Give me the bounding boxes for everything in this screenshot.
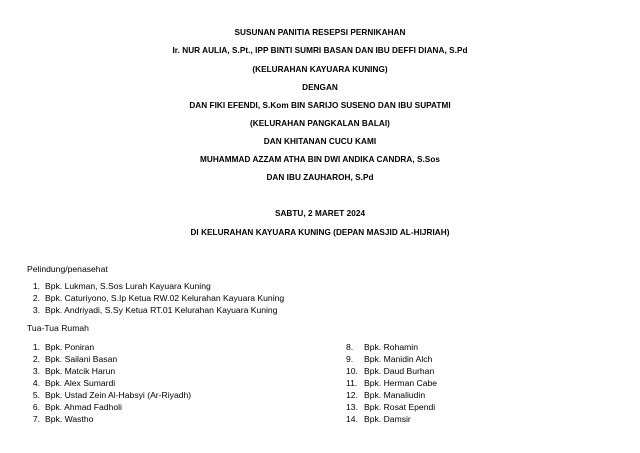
list-text: Bpk. Ustad Zein Al-Habsyi (Ar-Riyadh) — [45, 390, 192, 400]
list-number: 12. — [346, 390, 358, 400]
list-text: Bpk. Matcik Harun — [45, 366, 116, 376]
list-item — [26, 304, 278, 316]
list-item — [26, 292, 284, 304]
groom-kelurahan: (KELURAHAN PANGKALAN BALAI) — [250, 119, 390, 128]
khitanan-line: DAN KHITANAN CUCU KAMI — [263, 137, 377, 146]
list-number: 2. — [32, 293, 40, 303]
bride-line: Ir. NUR AULIA, S.Pt., IPP BINTI SUMRI BASAN DAN IBU DEFFI DIANA, S.Pd — [172, 46, 468, 55]
list-item — [346, 413, 411, 425]
list-item — [346, 353, 432, 365]
groom-line: DAN FIKI EFENDI, S.Kom BIN SARIJO SUSENO DAN IBU SUPATMI — [189, 101, 451, 110]
list-number: 9. — [346, 354, 354, 364]
list-number: 5. — [32, 390, 40, 400]
event-location: DI KELURAHAN KAYUARA KUNING (DEPAN MASJID AL-HIJRIAH) — [190, 228, 450, 237]
tuatua-label: Tua-Tua Rumah — [27, 323, 89, 333]
list-number: 1. — [32, 281, 40, 291]
list-item — [346, 401, 435, 413]
list-text: Bpk. Caturiyono, S.Ip Ketua RW.02 Kelurahan Kayuara Kuning — [45, 293, 285, 303]
list-number: 3. — [32, 366, 40, 376]
list-item — [26, 389, 191, 401]
event-date: SABTU, 2 MARET 2024 — [274, 209, 366, 218]
list-number: 14. — [346, 414, 358, 424]
list-text: Bpk. Ahmad Fadholi — [45, 402, 122, 412]
grandchild-line: MUHAMMAD AZZAM ATHA BIN DWI ANDIKA CANDRA, S.Sos — [200, 155, 440, 164]
list-item — [26, 341, 94, 353]
pelindung-label: Pelindung/penasehat — [27, 264, 108, 274]
dengan-line: DENGAN — [302, 83, 338, 92]
list-item — [26, 365, 115, 377]
list-item — [26, 280, 211, 292]
list-text: Bpk. Poniran — [45, 342, 95, 352]
list-text: Bpk. Rohamin — [364, 342, 418, 352]
list-number: 2. — [32, 354, 40, 364]
list-text: Bpk. Manaliudin — [364, 390, 426, 400]
mother-line: DAN IBU ZAUHAROH, S.Pd — [266, 173, 374, 182]
list-number: 3. — [32, 305, 40, 315]
list-number: 11. — [346, 378, 358, 388]
list-number: 13. — [346, 402, 358, 412]
list-item — [346, 341, 418, 353]
list-item — [26, 401, 122, 413]
list-text: Bpk. Wastho — [45, 414, 94, 424]
list-number: 7. — [32, 414, 40, 424]
list-text: Bpk. Damsir — [364, 414, 411, 424]
list-item — [346, 377, 437, 389]
list-item — [346, 389, 425, 401]
list-text: Bpk. Alex Sumardi — [45, 378, 116, 388]
list-number: 4. — [32, 378, 40, 388]
list-text: Bpk. Herman Cabe — [364, 378, 438, 388]
document-title: SUSUNAN PANITIA RESEPSI PERNIKAHAN — [234, 28, 406, 37]
list-text: Bpk. Daud Burhan — [364, 366, 435, 376]
list-number: 1. — [32, 342, 40, 352]
list-text: Bpk. Lukman, S.Sos Lurah Kayuara Kuning — [45, 281, 211, 291]
list-text: Bpk. Sailani Basan — [45, 354, 118, 364]
list-number: 10. — [346, 366, 358, 376]
list-item — [26, 353, 117, 365]
list-item — [26, 377, 115, 389]
list-text: Bpk. Manidin Alch — [364, 354, 433, 364]
list-text: Bpk. Rosat Ependi — [364, 402, 436, 412]
list-number: 8. — [346, 342, 354, 352]
list-item — [26, 413, 93, 425]
list-text: Bpk. Andriyadi, S.Sy Ketua RT.01 Kelurahan Kayuara Kuning — [45, 305, 278, 315]
bride-kelurahan: (KELURAHAN KAYUARA KUNING) — [252, 65, 388, 74]
list-item — [346, 365, 434, 377]
list-number: 6. — [32, 402, 40, 412]
